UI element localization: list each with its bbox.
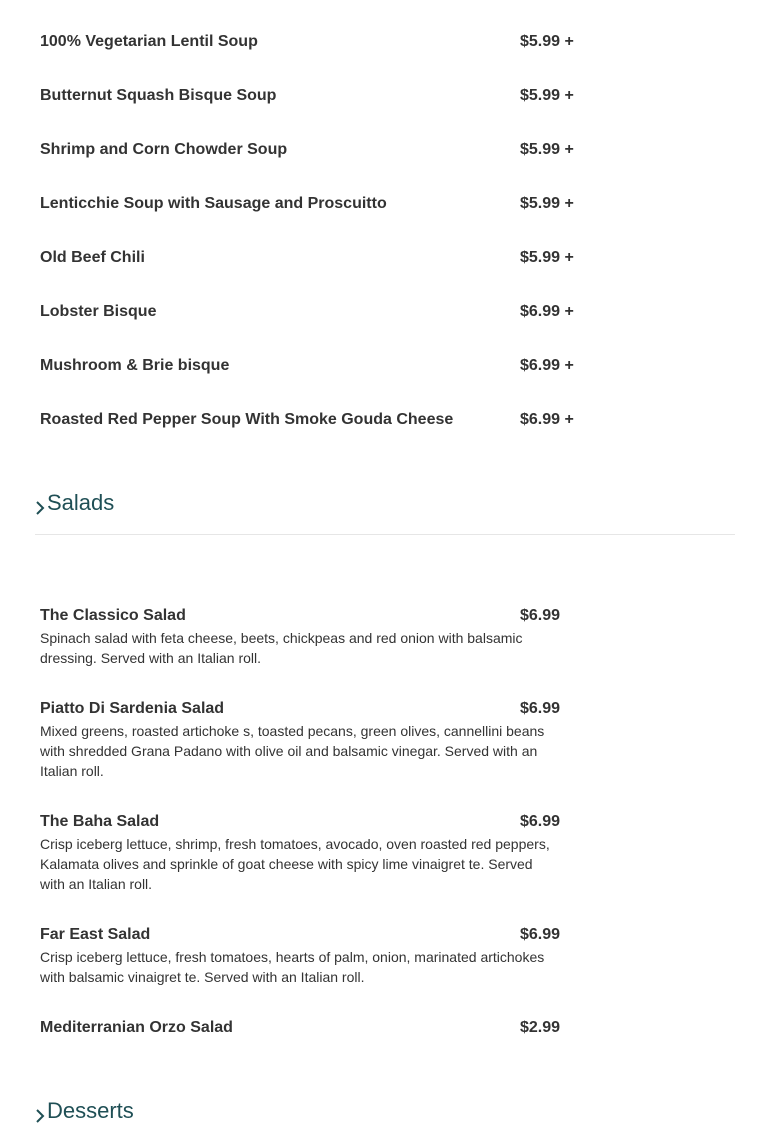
menu-item-price: $5.99 + <box>520 195 574 212</box>
menu-item-description: Crisp iceberg lettuce, fresh tomatoes, hearts of palm, onion, marinated artichokes with balsamic vinaigret te. Served with an Italian roll. <box>40 949 545 985</box>
menu-item-name: Mediterranian Orzo Salad <box>40 1019 233 1036</box>
section-header-desserts[interactable] <box>35 1098 735 1142</box>
menu-item-name: Lenticchie Soup with Sausage and Proscuitto <box>40 195 387 212</box>
menu-item-name: Old Beef Chili <box>40 249 145 266</box>
menu-item-price: $6.99 <box>520 926 561 943</box>
menu-item-price: $6.99 + <box>520 303 574 320</box>
menu-item-price: $2.99 <box>520 1019 561 1036</box>
menu-item-price: $5.99 + <box>520 249 574 266</box>
menu-item-name: Roasted Red Pepper Soup With Smoke Gouda Cheese <box>40 411 454 428</box>
menu-item-price: $6.99 <box>520 813 561 830</box>
chevron-right-icon <box>35 1108 45 1124</box>
section-title: Salads <box>47 490 115 515</box>
menu-item-name: Mushroom & Brie bisque <box>40 357 230 374</box>
section-header-salads[interactable] <box>35 490 735 535</box>
menu-item-price: $6.99 + <box>520 357 574 374</box>
menu-item-price: $6.99 <box>520 607 561 624</box>
menu-item-price: $6.99 <box>520 700 561 717</box>
chevron-right-icon <box>35 500 45 516</box>
menu-item-name: Shrimp and Corn Chowder Soup <box>40 141 288 158</box>
menu-item-price: $5.99 + <box>520 141 574 158</box>
menu-item-price: $5.99 + <box>520 87 574 104</box>
menu-item-description: Crisp iceberg lettuce, shrimp, fresh tomatoes, avocado, oven roasted red peppers, Kalamata olives and sprinkle of goat cheese with spicy lime vinaigret te. Served with an Italian roll. <box>40 836 550 892</box>
menu-item-name: Butternut Squash Bisque Soup <box>40 87 277 104</box>
menu-item-name: 100% Vegetarian Lentil Soup <box>40 33 258 50</box>
menu-item-price: $5.99 + <box>520 33 574 50</box>
menu-item-name: The Classico Salad <box>40 607 186 624</box>
menu-item-name: Piatto Di Sardenia Salad <box>40 700 225 717</box>
menu-item-description: Spinach salad with feta cheese, beets, chickpeas and red onion with balsamic dressing. Served with an Italian roll. <box>40 630 523 666</box>
menu-item-price: $6.99 + <box>520 411 574 428</box>
menu-item-name: Far East Salad <box>40 926 151 943</box>
section-title: Desserts <box>47 1098 134 1123</box>
menu-item-name: The Baha Salad <box>40 813 160 830</box>
menu-item-name: Lobster Bisque <box>40 303 157 320</box>
menu-item-description: Mixed greens, roasted artichoke s, toasted pecans, green olives, cannellini beans with shredded Grana Padano with olive oil and balsamic vinegar. Served with an Italian roll. <box>40 723 545 779</box>
